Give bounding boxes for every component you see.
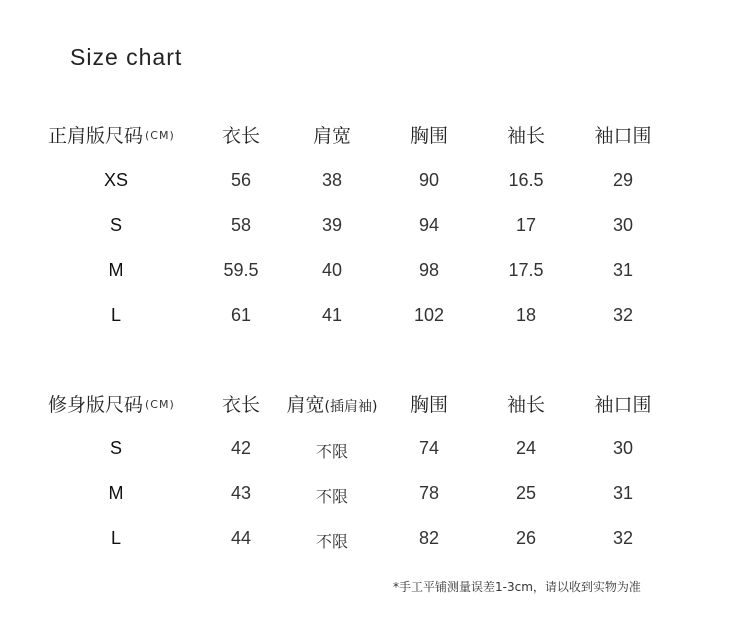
size-label: S (109, 438, 123, 458)
table-cell: 39 (321, 215, 343, 235)
table-cell: 30 (612, 438, 634, 458)
table-cell: 32 (612, 305, 634, 325)
column-header (507, 121, 545, 148)
column-header-label: 袖长 (506, 394, 546, 416)
table-cell: 26 (515, 528, 537, 548)
table-cell: 78 (418, 483, 440, 503)
column-header-label: 袖口围 (594, 394, 652, 416)
column-header-label: 胸围 (409, 394, 449, 416)
table-cell: 94 (418, 215, 440, 235)
column-header (410, 121, 448, 148)
table-cell: 56 (230, 170, 252, 190)
table-cell: 不限 (315, 442, 349, 461)
size-label: M (108, 260, 124, 280)
table-cell: 29 (612, 170, 634, 190)
table-cell: 17.5 (508, 260, 544, 280)
size-column-header (48, 390, 175, 417)
column-header (594, 390, 651, 417)
table-cell: 102 (413, 305, 445, 325)
column-header (507, 390, 545, 417)
table-cell: 17 (515, 215, 537, 235)
table-cell: 32 (612, 528, 634, 548)
table-cell: 25 (515, 483, 537, 503)
column-header-label: 肩宽 (286, 394, 325, 416)
column-header-label: 肩宽 (312, 125, 352, 147)
table-cell: 38 (321, 170, 343, 190)
table-cell: 不限 (315, 487, 349, 506)
table-cell: 61 (230, 305, 252, 325)
size-label: XS (103, 170, 129, 190)
column-header-label: 胸围 (409, 125, 449, 147)
size-column-header (48, 121, 175, 148)
column-header-note: (插肩袖) (324, 399, 378, 415)
unit-label: (CM) (145, 129, 175, 142)
table-cell: 30 (612, 215, 634, 235)
page-title: Size chart (70, 44, 183, 70)
table-cell: 40 (321, 260, 343, 280)
table-cell: 42 (230, 438, 252, 458)
table-cell: 43 (230, 483, 252, 503)
column-header (410, 390, 448, 417)
column-header (594, 121, 651, 148)
table-cell: 82 (418, 528, 440, 548)
table-cell: 不限 (315, 532, 349, 551)
column-header (313, 121, 351, 148)
table-cell: 18 (515, 305, 537, 325)
size-column-header-label: 正肩版尺码 (48, 125, 144, 147)
table-cell: 16.5 (508, 170, 544, 190)
measurement-footnote: *手工平铺测量误差1-3cm，请以收到实物为准 (393, 580, 641, 594)
size-label: L (110, 528, 122, 548)
column-header-label: 袖口围 (594, 125, 652, 147)
column-header (222, 121, 260, 148)
table-cell: 44 (230, 528, 252, 548)
table-cell: 59.5 (223, 260, 259, 280)
size-column-header-label: 修身版尺码 (48, 394, 144, 416)
size-label: S (109, 215, 123, 235)
column-header-label: 袖长 (506, 125, 546, 147)
column-header (287, 390, 378, 417)
table-cell: 58 (230, 215, 252, 235)
table-cell: 41 (321, 305, 343, 325)
unit-label: (CM) (145, 398, 175, 411)
table-cell: 90 (418, 170, 440, 190)
table-cell: 24 (515, 438, 537, 458)
column-header-label: 衣长 (221, 125, 261, 147)
size-label: L (110, 305, 122, 325)
table-cell: 31 (612, 260, 634, 280)
column-header (222, 390, 260, 417)
table-cell: 31 (612, 483, 634, 503)
column-header-label: 衣长 (221, 394, 261, 416)
size-label: M (108, 483, 124, 503)
table-cell: 98 (418, 260, 440, 280)
table-cell: 74 (418, 438, 440, 458)
